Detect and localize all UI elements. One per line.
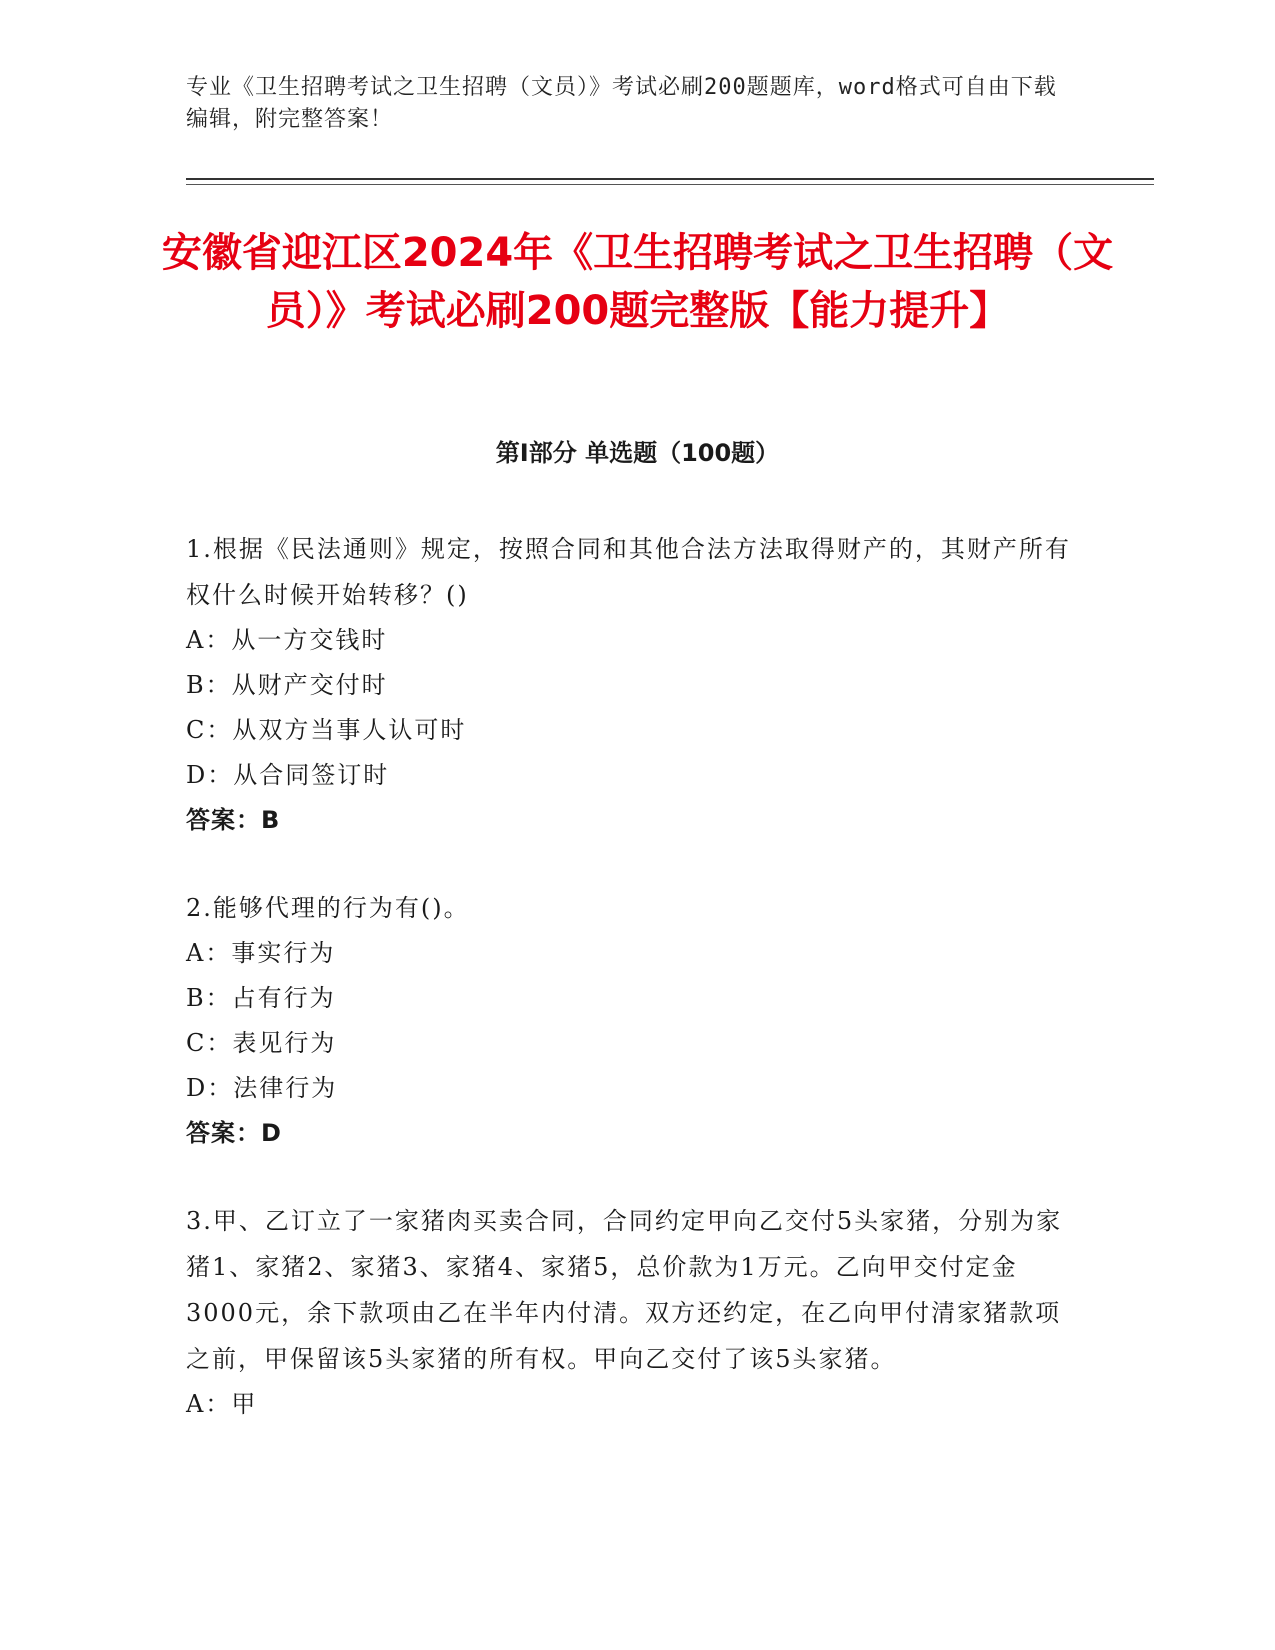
option-b: B：从财产交付时: [186, 671, 388, 699]
question-stem: 2.能够代理的行为有()。: [186, 894, 470, 922]
question-list: [186, 526, 1076, 1427]
header-rule-thick: [186, 178, 1154, 180]
option-c: C：表见行为: [186, 1029, 337, 1057]
question-3: [186, 1198, 1076, 1427]
question-2: [186, 885, 1076, 1156]
document-title: 安徽省迎江区2024年《卫生招聘考试之卫生招聘（文员）》考试必刷200题完整版【能力提升】: [161, 230, 1114, 334]
question-1: [186, 526, 1076, 843]
option-a: A：从一方交钱时: [186, 626, 388, 654]
header-note: 专业《卫生招聘考试之卫生招聘（文员）》考试必刷200题题库，word格式可自由下载编辑，附完整答案！: [186, 75, 1057, 132]
option-d: D：法律行为: [186, 1074, 338, 1102]
option-c: C：从双方当事人认可时: [186, 716, 467, 744]
question-spacer: [186, 1156, 1076, 1198]
question-stem: 3.甲、乙订立了一家猪肉买卖合同，合同约定甲向乙交付5头家猪，分别为家猪1、家猪2、家猪3、家猪4、家猪5，总价款为1万元。乙向甲交付定金3000元，余下款项由乙在半年内付清。双方还约定，在乙向甲付清家猪款项之前，甲保留该5头家猪的所有权。甲向乙交付了该5头家猪。: [186, 1207, 1063, 1373]
question-stem: 1.根据《民法通则》规定，按照合同和其他合法方法取得财产的，其财产所有权什么时候开始转移？(): [186, 535, 1071, 609]
header-rule-thin: [186, 184, 1154, 185]
answer: 答案：D: [186, 1119, 282, 1147]
answer: 答案：B: [186, 806, 281, 834]
option-a: A：甲: [186, 1390, 258, 1418]
option-d: D：从合同签订时: [186, 761, 390, 789]
question-spacer: [186, 843, 1076, 885]
option-a: A：事实行为: [186, 939, 336, 967]
option-b: B：占有行为: [186, 984, 336, 1012]
section-title: 第Ⅰ部分 单选题（100题）: [495, 439, 780, 467]
